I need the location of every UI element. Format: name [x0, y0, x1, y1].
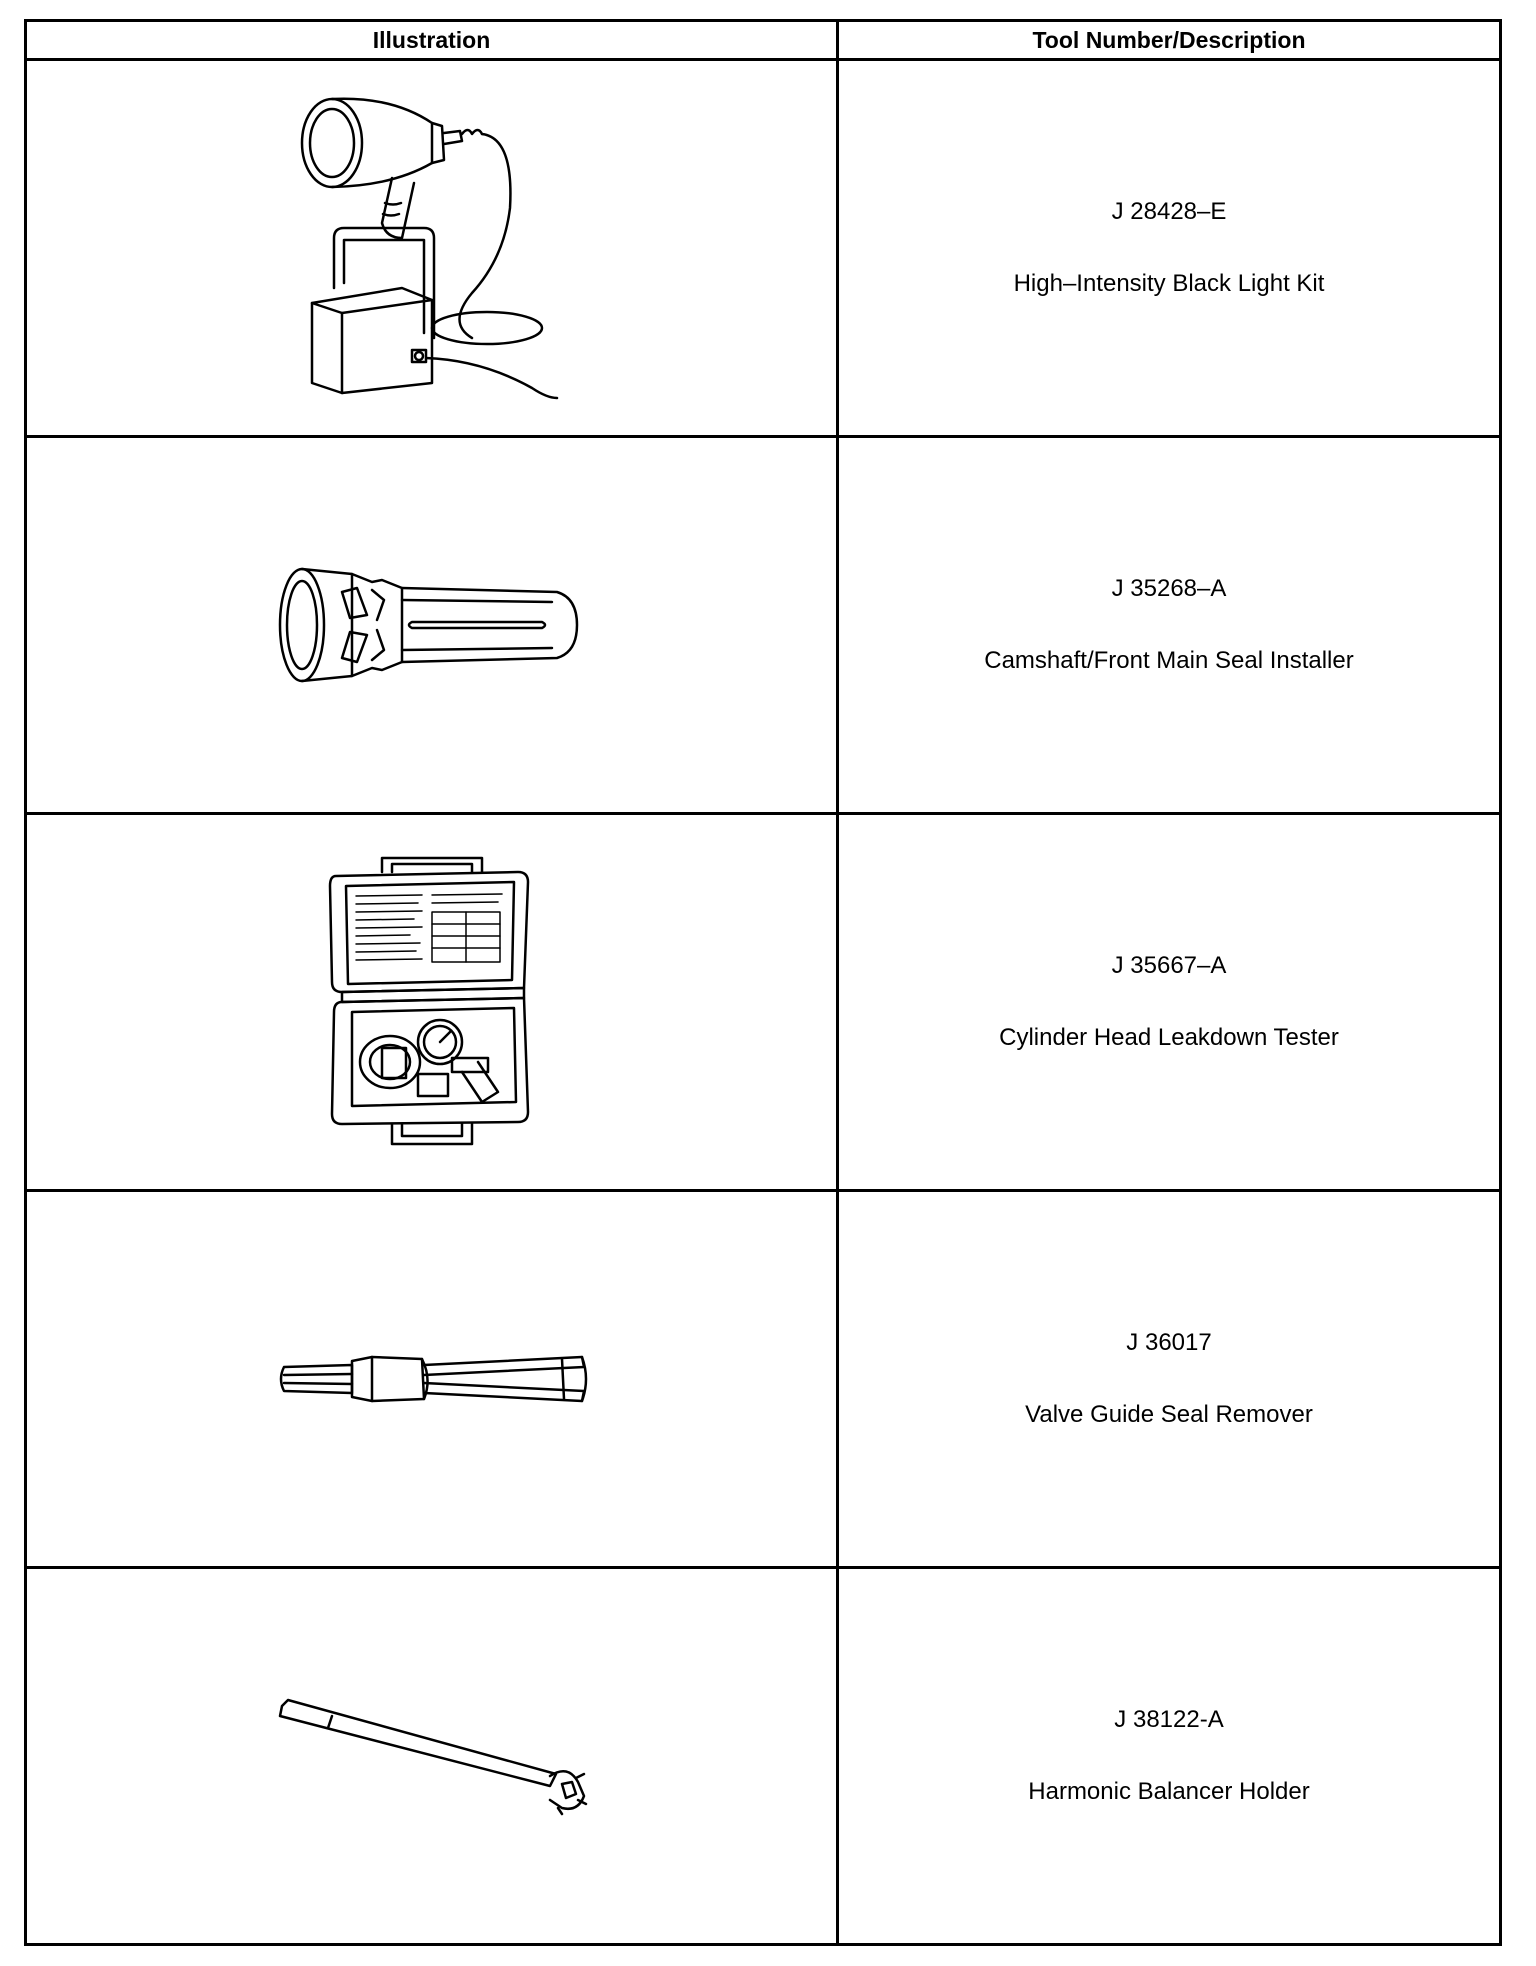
description-cell — [838, 814, 1501, 1191]
table-row — [26, 814, 1501, 1191]
illustration-header: Illustration — [26, 21, 838, 60]
black-light-kit-icon — [282, 88, 582, 408]
tool-number: J 35667–A — [1111, 952, 1227, 979]
description-cell — [838, 60, 1501, 437]
illustration-cell — [26, 1568, 838, 1945]
table-row — [26, 1191, 1501, 1568]
balancer-holder-icon — [272, 1696, 592, 1816]
header-row — [26, 21, 1501, 60]
tool-description: High–Intensity Black Light Kit — [1013, 270, 1325, 297]
tool-number: J 28428–E — [1111, 198, 1227, 225]
illustration-cell — [26, 814, 838, 1191]
illustration-cell — [26, 437, 838, 814]
table-row — [26, 1568, 1501, 1945]
special-tools-table — [24, 19, 1502, 1946]
leakdown-tester-case-icon — [322, 852, 542, 1152]
tool-number: J 35268–A — [1111, 575, 1227, 602]
seal-remover-icon — [272, 1339, 592, 1419]
description-cell — [838, 1568, 1501, 1945]
seal-installer-icon — [272, 560, 592, 690]
tool-number: J 38122-A — [1114, 1706, 1224, 1733]
tool-number: J 36017 — [1126, 1329, 1212, 1356]
description-header: Tool Number/Description — [838, 21, 1501, 60]
tool-description: Valve Guide Seal Remover — [1025, 1401, 1313, 1428]
description-cell — [838, 437, 1501, 814]
tool-description: Cylinder Head Leakdown Tester — [999, 1024, 1339, 1051]
description-cell — [838, 1191, 1501, 1568]
illustration-cell — [26, 1191, 838, 1568]
tool-description: Camshaft/Front Main Seal Installer — [984, 647, 1354, 674]
table-row — [26, 60, 1501, 437]
tool-description: Harmonic Balancer Holder — [1028, 1778, 1310, 1805]
illustration-cell — [26, 60, 838, 437]
table-row — [26, 437, 1501, 814]
